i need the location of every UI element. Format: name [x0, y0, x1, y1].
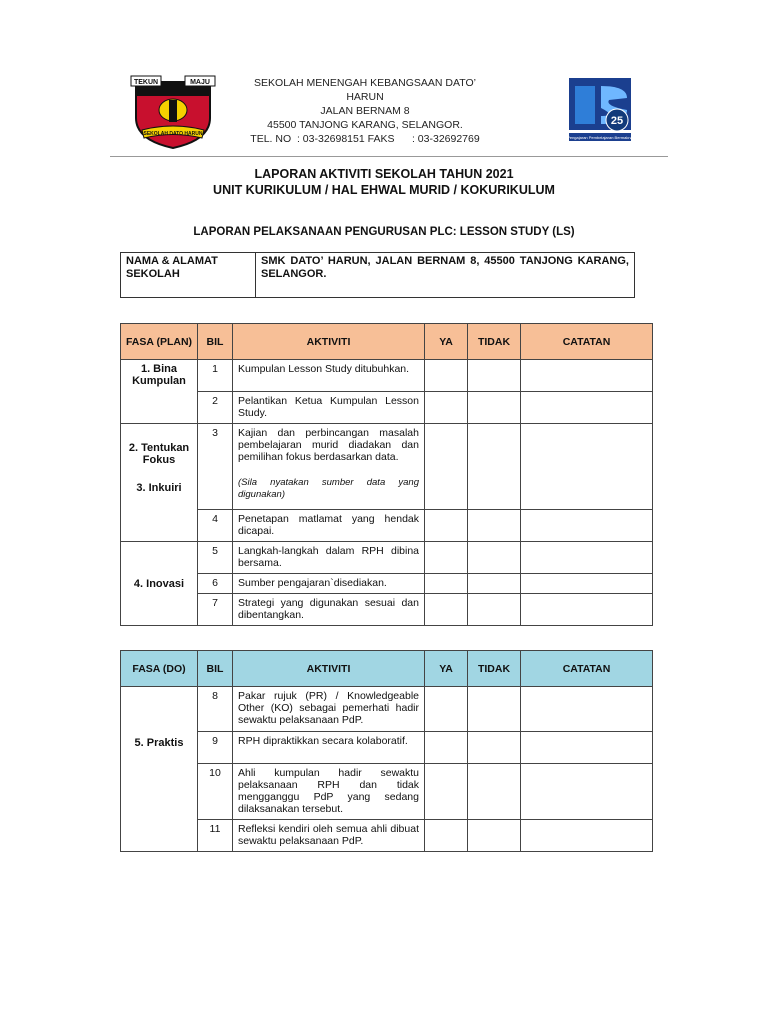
bil-cell: 4: [198, 510, 233, 542]
address-line-2: 45500 TANJONG KARANG, SELANGOR.: [267, 119, 463, 131]
tidak-checkbox-cell[interactable]: [468, 424, 521, 510]
header-ya: YA: [425, 324, 468, 360]
catatan-cell[interactable]: [521, 360, 653, 392]
tidak-checkbox-cell[interactable]: [468, 542, 521, 574]
plan-header-row: [121, 324, 653, 360]
bil-cell: 6: [198, 574, 233, 594]
plan-phase-table: [120, 323, 653, 626]
aktiviti-cell: RPH dipraktikkan secara kolaboratif.: [233, 732, 425, 764]
table-row: [121, 510, 653, 542]
aktiviti-cell: Kumpulan Lesson Study ditubuhkan.: [233, 360, 425, 392]
aktiviti-cell: Ahli kumpulan hadir sewaktu pelaksanaan RPH dan tidak mengganggu PdP yang sedang dilaksanakan tersebut.: [233, 764, 425, 820]
catatan-cell[interactable]: [521, 687, 653, 732]
logo-motto-left: TEKUN: [133, 79, 159, 86]
ya-checkbox-cell[interactable]: [425, 574, 468, 594]
ya-checkbox-cell[interactable]: [425, 360, 468, 392]
header-catatan: CATATAN: [521, 651, 653, 687]
ya-checkbox-cell[interactable]: [425, 424, 468, 510]
header-tidak: TIDAK: [468, 324, 521, 360]
catatan-cell[interactable]: [521, 542, 653, 574]
phone-fax-line: TEL. NO : 03-32698151 FAKS : 03-32692769: [250, 133, 480, 145]
table-row: [121, 687, 653, 732]
ministry-logo-caption: Pengajaran Pembelajaran Bermakna: [567, 135, 633, 140]
table-row: [121, 732, 653, 764]
header-ya: YA: [425, 651, 468, 687]
report-title-line-1: LAPORAN AKTIVITI SEKOLAH TAHUN 2021: [254, 167, 514, 181]
report-subtitle: LAPORAN PELAKSANAAN PENGURUSAN PLC: LESSON STUDY (LS): [193, 226, 575, 238]
header-divider: [110, 156, 668, 157]
aktiviti-cell: Refleksi kendiri oleh semua ahli dibuat sewaktu pelaksanaan PdP.: [233, 820, 425, 852]
bil-cell: 2: [198, 392, 233, 424]
header-aktiviti: AKTIVITI: [233, 324, 425, 360]
tidak-checkbox-cell[interactable]: [468, 360, 521, 392]
header-bil: BIL: [198, 324, 233, 360]
school-info-value: SMK DATO’ HARUN, JALAN BERNAM 8, 45500 TANJONG KARANG, SELANGOR.: [256, 253, 635, 298]
ministry-logo: [565, 76, 635, 150]
catatan-cell[interactable]: [521, 392, 653, 424]
school-info-row: [121, 253, 635, 298]
catatan-cell[interactable]: [521, 424, 653, 510]
catatan-cell[interactable]: [521, 820, 653, 852]
header-catatan: CATATAN: [521, 324, 653, 360]
fasa-inkuiri: 3. Inkuiri: [136, 482, 182, 494]
ya-checkbox-cell[interactable]: [425, 542, 468, 574]
table-row: [121, 542, 653, 574]
aktiviti-cell: Langkah-langkah dalam RPH dibina bersama.: [233, 542, 425, 574]
bil-cell: 5: [198, 542, 233, 574]
table-row: [121, 764, 653, 820]
table-row: [121, 360, 653, 392]
tidak-checkbox-cell[interactable]: [468, 732, 521, 764]
tidak-checkbox-cell[interactable]: [468, 510, 521, 542]
catatan-cell[interactable]: [521, 574, 653, 594]
tidak-checkbox-cell[interactable]: [468, 820, 521, 852]
report-title: [110, 166, 658, 198]
tidak-checkbox-cell[interactable]: [468, 687, 521, 732]
aktiviti-cell: Penetapan matlamat yang hendak dicapai.: [233, 510, 425, 542]
fasa-bina-kumpulan: 1. Bina Kumpulan: [121, 360, 198, 424]
ya-checkbox-cell[interactable]: [425, 764, 468, 820]
school-info-table: [120, 252, 635, 298]
school-info-label: NAMA & ALAMAT SEKOLAH: [121, 253, 256, 298]
bil-cell: 11: [198, 820, 233, 852]
ya-checkbox-cell[interactable]: [425, 687, 468, 732]
header-fasa: FASA (DO): [121, 651, 198, 687]
bil-cell: 9: [198, 732, 233, 764]
table-row: [121, 820, 653, 852]
table-row: [121, 424, 653, 510]
header-fasa: FASA (PLAN): [121, 324, 198, 360]
ya-checkbox-cell[interactable]: [425, 732, 468, 764]
header-bil: BIL: [198, 651, 233, 687]
catatan-cell[interactable]: [521, 510, 653, 542]
aktiviti-cell: Strategi yang digunakan sesuai dan dibentangkan.: [233, 594, 425, 626]
do-phase-table: [120, 650, 653, 852]
tidak-checkbox-cell[interactable]: [468, 392, 521, 424]
ya-checkbox-cell[interactable]: [425, 510, 468, 542]
table-row: [121, 594, 653, 626]
letterhead: [110, 60, 670, 160]
aktiviti-note: (Sila nyatakan sumber data yang digunakan): [238, 477, 419, 500]
header-aktiviti: AKTIVITI: [233, 651, 425, 687]
bil-cell: 1: [198, 360, 233, 392]
aktiviti-cell: Pelantikan Ketua Kumpulan Lesson Study.: [233, 392, 425, 424]
fasa-inovasi: 4. Inovasi: [121, 542, 198, 626]
logo-banner-text: SEKOLAH DATO HARUN: [143, 131, 203, 137]
fasa-praktis: 5. Praktis: [121, 687, 198, 852]
school-crest-logo: [128, 74, 218, 150]
header-tidak: TIDAK: [468, 651, 521, 687]
bil-cell: 8: [198, 687, 233, 732]
aktiviti-cell: [233, 424, 425, 510]
school-name: SEKOLAH MENENGAH KEBANGSAAN DATO’ HARUN: [254, 77, 476, 103]
ya-checkbox-cell[interactable]: [425, 594, 468, 626]
tidak-checkbox-cell[interactable]: [468, 574, 521, 594]
tidak-checkbox-cell[interactable]: [468, 764, 521, 820]
ministry-logo-number: 25: [610, 115, 624, 127]
school-address-block: [240, 76, 490, 146]
aktiviti-cell: Pakar rujuk (PR) / Knowledgeable Other (KO) sebagai pemerhati hadir sewaktu pelaksanaan PdP.: [233, 687, 425, 732]
ya-checkbox-cell[interactable]: [425, 392, 468, 424]
table-row: [121, 392, 653, 424]
catatan-cell[interactable]: [521, 594, 653, 626]
bil-cell: 3: [198, 424, 233, 510]
do-header-row: [121, 651, 653, 687]
address-line-1: JALAN BERNAM 8: [320, 105, 410, 117]
report-title-line-2: UNIT KURIKULUM / HAL EHWAL MURID / KOKURIKULUM: [213, 183, 555, 197]
aktiviti-text: Kajian dan perbincangan masalah pembelajaran murid diadakan dan pemilihan fokus berdasarkan data.: [238, 427, 419, 463]
aktiviti-cell: Sumber pengajaran`disediakan.: [233, 574, 425, 594]
bil-cell: 10: [198, 764, 233, 820]
bil-cell: 7: [198, 594, 233, 626]
tidak-checkbox-cell[interactable]: [468, 594, 521, 626]
ya-checkbox-cell[interactable]: [425, 820, 468, 852]
fasa-tentukan-inkuiri: [121, 424, 198, 542]
fasa-tentukan-fokus: 2. Tentukan Fokus: [128, 442, 190, 466]
catatan-cell[interactable]: [521, 764, 653, 820]
catatan-cell[interactable]: [521, 732, 653, 764]
logo-motto-right: MAJU: [190, 79, 210, 86]
table-row: [121, 574, 653, 594]
